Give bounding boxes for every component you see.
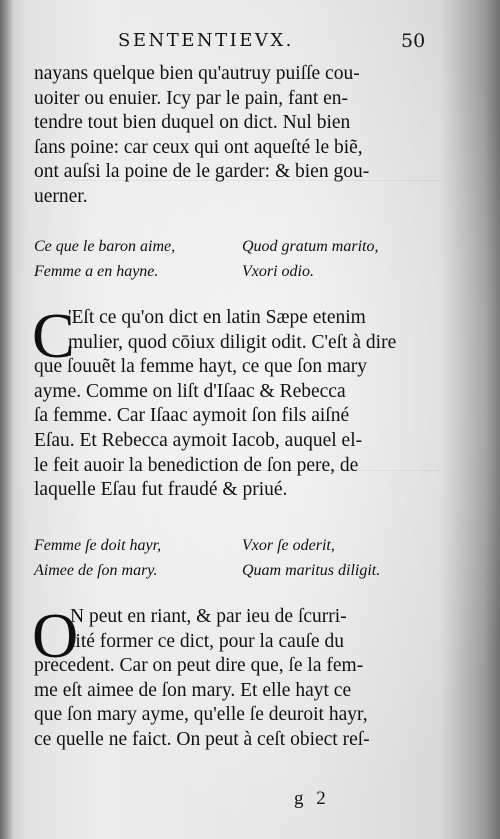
verse-latin-line: Quod gratum marito,: [242, 238, 379, 255]
text-line: mulier, quod cōiux diligit odit. C'eſt à dire: [68, 331, 397, 353]
text-line: que ſouuẽt la femme hayt, ce que ſon mary: [34, 356, 368, 378]
text-line: ſans poine: car ceux qui ont aqueſté le biẽ,: [34, 136, 363, 158]
drop-cap: O: [32, 600, 79, 671]
paragraph-1: [34, 62, 426, 210]
paragraph-2: [32, 300, 426, 503]
text-line: lité former ce dict, pour la cauſe du: [70, 630, 344, 652]
text-line: laquelle Eſau fut fraudé & priué.: [34, 479, 288, 501]
running-title: SENTENTIEVX.: [118, 30, 294, 51]
text-line: nayans quelque bien qu'autruy puiſſe cou-: [34, 63, 360, 84]
verse-french-line: Ce que le baron aime,: [34, 238, 176, 255]
paragraph-3: [32, 600, 426, 753]
text-line: uerner.: [34, 185, 88, 207]
signature-mark: g 2: [294, 788, 330, 809]
text-line: 'Eſt ce qu'on dict en latin Sæpe etenim: [68, 307, 366, 328]
text-line: ayme. Comme on liſt d'Iſaac & Rebecca: [34, 380, 346, 402]
verse-couplet-2: [34, 533, 434, 585]
verse-latin-line: Vxori odio.: [242, 263, 314, 280]
text-line: precedent. Car on peut dire que, ſe la fem-: [34, 655, 364, 677]
page-number: 50: [401, 30, 426, 52]
verse-latin-line: Quam maritus diligit.: [242, 562, 381, 579]
text-line: que ſon mary ayme, qu'elle ſe deuroit hayr,: [34, 704, 368, 726]
text-line: ont auſsi la poine de le garder: & bien gou-: [34, 161, 370, 183]
text-line: ſa femme. Car Iſaac aymoit ſon fils aiſné: [34, 405, 350, 427]
verse-latin-line: Vxor ſe oderit,: [242, 537, 335, 554]
verse-couplet-1: [34, 234, 434, 286]
verse-french-line: Femme ſe doit hayr,: [34, 537, 162, 554]
text-line: le feit auoir la benediction de ſon pere, de: [34, 454, 359, 476]
text-line: Eſau. Et Rebecca aymoit Iacob, auquel el-: [34, 429, 363, 451]
text-line: uoiter ou enuier. Icy par le pain, fant en-: [34, 87, 349, 109]
text-line: tendre tout bien duquel on dict. Nul bien: [34, 112, 351, 134]
page-header: [118, 30, 448, 56]
verse-french-line: Femme a en hayne.: [34, 263, 159, 280]
binding-gutter-shadow: [0, 0, 14, 839]
text-line: N peut en riant, & par ieu de ſcurri-: [70, 606, 347, 627]
text-line: me eſt aimee de ſon mary. Et elle hayt ce: [34, 679, 352, 701]
drop-cap: C: [32, 300, 75, 371]
text-line: ce quelle ne faict. On peut à ceſt obiect reſ-: [34, 728, 370, 750]
verse-french-line: Aimee de ſon mary.: [34, 562, 158, 579]
